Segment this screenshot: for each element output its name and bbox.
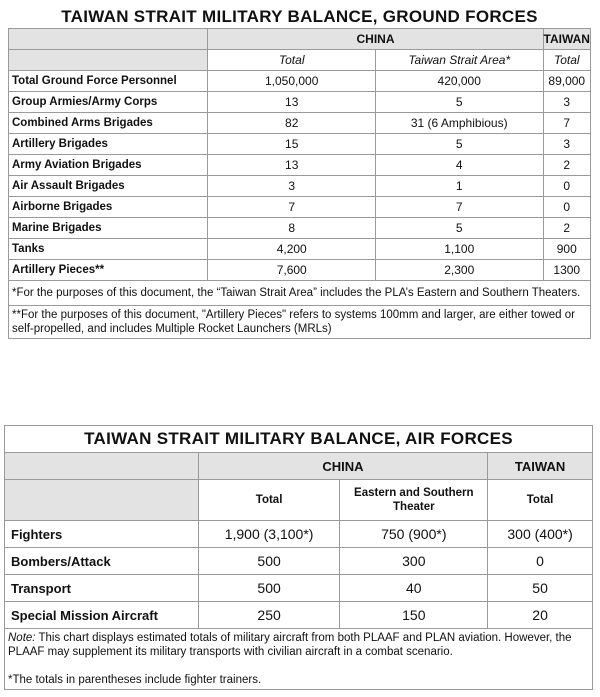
ground-cell-total: 7,600 — [208, 260, 376, 281]
ground-cell-tw: 2 — [543, 218, 590, 239]
ground-row-label: Air Assault Brigades — [9, 176, 208, 197]
air-cell-total: 500 — [198, 548, 340, 575]
ground-forces-table — [8, 6, 591, 339]
ground-header-blank — [9, 29, 208, 50]
ground-cell-total: 3 — [208, 176, 376, 197]
ground-cell-tw: 0 — [543, 197, 590, 218]
ground-cell-tw: 0 — [543, 176, 590, 197]
ground-row-label: Army Aviation Brigades — [9, 155, 208, 176]
ground-row-label: Airborne Brigades — [9, 197, 208, 218]
ground-cell-tw: 1300 — [543, 260, 590, 281]
ground-cell-total: 15 — [208, 134, 376, 155]
ground-cell-area: 1 — [375, 176, 543, 197]
ground-cell-area: 31 (6 Amphibious) — [375, 113, 543, 134]
air-cell-tw: 50 — [488, 575, 593, 602]
air-cell-tw: 20 — [488, 602, 593, 629]
air-subheader-blank — [5, 480, 199, 521]
ground-cell-total: 8 — [208, 218, 376, 239]
ground-row — [9, 113, 591, 134]
air-header-taiwan: TAIWAN — [488, 453, 593, 480]
air-col-total: Total — [198, 480, 340, 521]
air-col-theater: Eastern and Southern Theater — [340, 480, 488, 521]
air-note — [5, 629, 593, 690]
ground-cell-tw: 2 — [543, 155, 590, 176]
ground-header-china: CHINA — [208, 29, 543, 50]
ground-row — [9, 92, 591, 113]
air-forces-title: TAIWAN STRAIT MILITARY BALANCE, AIR FORCES — [5, 426, 593, 453]
air-row — [5, 548, 593, 575]
ground-row — [9, 134, 591, 155]
ground-col-taiwan-total: Total — [543, 50, 590, 71]
ground-cell-area: 5 — [375, 218, 543, 239]
air-row — [5, 602, 593, 629]
air-cell-total: 500 — [198, 575, 340, 602]
ground-row — [9, 155, 591, 176]
ground-row-label: Combined Arms Brigades — [9, 113, 208, 134]
ground-cell-area: 2,300 — [375, 260, 543, 281]
air-note-label: Note: — [8, 632, 36, 644]
ground-cell-area: 420,000 — [375, 71, 543, 92]
ground-cell-area: 5 — [375, 92, 543, 113]
air-header-china: CHINA — [198, 453, 487, 480]
ground-row-label: Marine Brigades — [9, 218, 208, 239]
ground-cell-tw: 3 — [543, 134, 590, 155]
ground-row — [9, 197, 591, 218]
ground-cell-total: 13 — [208, 92, 376, 113]
air-cell-theater: 40 — [340, 575, 488, 602]
ground-cell-area: 4 — [375, 155, 543, 176]
air-row — [5, 521, 593, 548]
air-cell-theater: 150 — [340, 602, 488, 629]
ground-row-label: Group Armies/Army Corps — [9, 92, 208, 113]
ground-cell-total: 7 — [208, 197, 376, 218]
ground-cell-tw: 3 — [543, 92, 590, 113]
ground-cell-area: 1,100 — [375, 239, 543, 260]
ground-row — [9, 218, 591, 239]
ground-col-total: Total — [208, 50, 376, 71]
ground-cell-tw: 89,000 — [543, 71, 590, 92]
air-row-label: Bombers/Attack — [5, 548, 199, 575]
ground-cell-total: 13 — [208, 155, 376, 176]
ground-row-label: Artillery Pieces** — [9, 260, 208, 281]
ground-row — [9, 176, 591, 197]
ground-cell-total: 4,200 — [208, 239, 376, 260]
air-cell-tw: 0 — [488, 548, 593, 575]
air-note-text: This chart displays estimated totals of military aircraft from both PLAAF and PLAN aviation. However, the PLAAF may supplement its military transports with civilian aircraft in a combat scenario. — [8, 632, 572, 658]
ground-cell-tw: 7 — [543, 113, 590, 134]
ground-cell-tw: 900 — [543, 239, 590, 260]
air-cell-tw: 300 (400*) — [488, 521, 593, 548]
air-footnote: *The totals in parentheses include fighter trainers. — [8, 674, 262, 686]
ground-footnote-2: **For the purposes of this document, "Artillery Pieces" refers to systems 100mm and larger, are either towed or self-propelled, and includes Multiple Rocket Launchers (MRLs) — [9, 306, 591, 339]
ground-cell-area: 5 — [375, 134, 543, 155]
ground-subheader-blank — [9, 50, 208, 71]
air-col-taiwan-total: Total — [488, 480, 593, 521]
ground-cell-total: 1,050,000 — [208, 71, 376, 92]
ground-row-label: Total Ground Force Personnel — [9, 71, 208, 92]
air-forces-table — [4, 425, 593, 690]
ground-row — [9, 71, 591, 92]
ground-row-label: Tanks — [9, 239, 208, 260]
air-row-label: Special Mission Aircraft — [5, 602, 199, 629]
air-row-label: Fighters — [5, 521, 199, 548]
ground-cell-area: 7 — [375, 197, 543, 218]
air-cell-total: 1,900 (3,100*) — [198, 521, 340, 548]
air-cell-theater: 750 (900*) — [340, 521, 488, 548]
air-row — [5, 575, 593, 602]
ground-header-taiwan: TAIWAN — [543, 29, 590, 50]
ground-row-label: Artillery Brigades — [9, 134, 208, 155]
air-header-blank — [5, 453, 199, 480]
air-cell-total: 250 — [198, 602, 340, 629]
ground-row — [9, 260, 591, 281]
air-row-label: Transport — [5, 575, 199, 602]
ground-col-strait-area: Taiwan Strait Area* — [375, 50, 543, 71]
air-cell-theater: 300 — [340, 548, 488, 575]
ground-row — [9, 239, 591, 260]
ground-footnote-1: *For the purposes of this document, the “Taiwan Strait Area” includes the PLA’s Eastern and Southern Theaters. — [9, 281, 591, 306]
ground-cell-total: 82 — [208, 113, 376, 134]
ground-forces-title: TAIWAN STRAIT MILITARY BALANCE, GROUND FORCES — [9, 6, 591, 29]
